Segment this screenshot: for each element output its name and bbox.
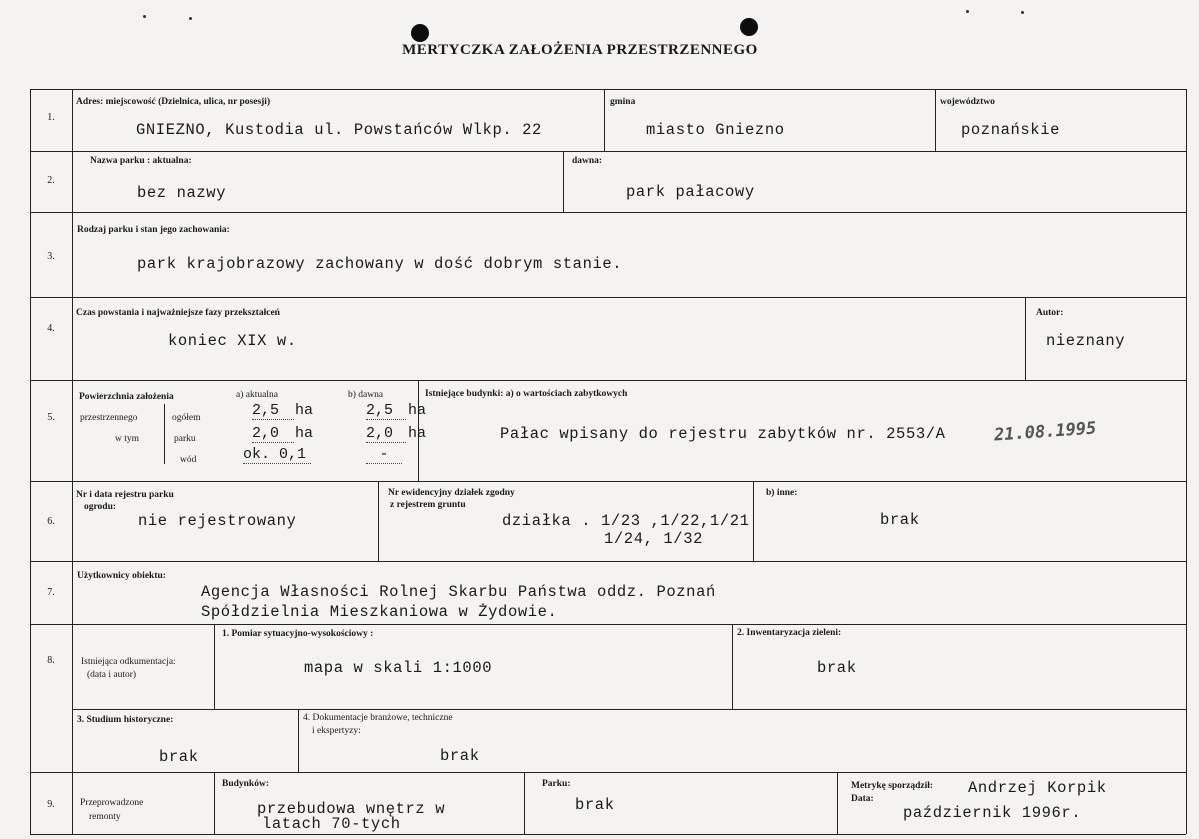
branch-docs-value: brak (440, 747, 480, 765)
row-number: 7. (47, 587, 55, 598)
row-number: 4. (47, 323, 55, 334)
users-value-2: Spółdzielnia Mieszkaniowa w Żydowie. (201, 603, 558, 621)
parcel-label: Nr ewidencyjny działek zgodny (388, 488, 515, 498)
author-label: Autor: (1036, 308, 1064, 318)
renovation-buildings-value: przebudowa wnętrz w (257, 800, 446, 818)
greenery-value: brak (817, 659, 857, 677)
documentation-label-2: (data i autor) (87, 670, 137, 680)
total-label: ogółem (172, 413, 201, 423)
row-number: 5. (47, 412, 55, 423)
of-which-label: w tym (115, 434, 140, 444)
register-value: nie rejestrowany (138, 512, 297, 530)
former-name-value: park pałacowy (626, 183, 755, 201)
water-current-value: ok. 0,1 (243, 446, 311, 464)
renovation-buildings-value-2: latach 70-tych (262, 815, 401, 833)
voivodeship-value: poznańskie (961, 121, 1061, 139)
users-value: Agencja Własności Rolnej Skarbu Państwa oddz. Poznań (201, 583, 716, 601)
renovation-buildings-label: Budynków: (222, 779, 269, 789)
park-current-value: 2,0 (252, 425, 294, 443)
gmina-value: miasto Gniezno (646, 121, 785, 139)
area-label: Powierzchnia założenia (79, 392, 174, 402)
buildings-value: Pałac wpisany do rejestru zabytków nr. 2553/A (500, 425, 946, 443)
current-name-value: bez nazwy (137, 184, 227, 202)
renovations-label: Przeprowadzone (80, 798, 144, 808)
park-former-value: 2,0 (366, 425, 406, 443)
spatial-label: przestrzennego (80, 413, 138, 423)
park-type-value: park krajobrazowy zachowany w dość dobrym stanie. (137, 255, 623, 273)
address-value: GNIEZNO, Kustodia ul. Powstańców Wlkp. 22 (136, 121, 542, 139)
col-current-label: a) aktualna (236, 390, 278, 400)
park-area-label: parku (174, 434, 196, 444)
greenery-label: 2. Inwentaryzacja zieleni: (737, 628, 842, 638)
register-label: Nr i data rejestru parku (76, 490, 174, 500)
water-area-label: wód (180, 455, 197, 465)
parcel-value: działka . 1/23 ,1/22,1/21 (502, 512, 750, 530)
paper-speck (1021, 11, 1024, 14)
history-study-value: brak (159, 748, 199, 766)
current-name-label: Nazwa parku : aktualna: (90, 156, 192, 166)
branch-docs-label: 4. Dokumentacje branżowe, techniczne (303, 713, 453, 723)
compiled-by-value: Andrzej Korpik (968, 779, 1107, 797)
renovation-park-label: Parku: (542, 779, 571, 789)
row-number: 8. (47, 655, 55, 666)
history-phases-label: Czas powstania i najważniejsze fazy przekształceń (76, 308, 280, 318)
compiled-date-label: Data: (851, 794, 874, 804)
survey-value: mapa w skali 1:1000 (304, 659, 493, 677)
register-label-2: ogrodu: (84, 502, 117, 512)
punch-hole-left (411, 24, 429, 42)
parcel-label-2: z rejestrem gruntu (390, 500, 466, 510)
users-label: Użytkownicy obiektu: (77, 571, 166, 581)
address-label: Adres: miejscowość (Dzielnica, ulica, nr posesji) (76, 97, 271, 107)
col-former-label: b) dawna (348, 390, 384, 400)
water-former-value: - (366, 446, 402, 464)
history-phases-value: koniec XIX w. (168, 332, 297, 350)
park-type-label: Rodzaj parku i stan jego zachowania: (77, 225, 230, 235)
gmina-label: gmina (610, 97, 636, 107)
total-current-value: 2,5 (252, 402, 294, 420)
unit-ha: ha (295, 402, 314, 419)
total-former-value: 2,5 (366, 402, 406, 420)
unit-ha: ha (295, 425, 314, 442)
punch-hole-right (740, 18, 758, 36)
renovation-park-value: brak (575, 796, 615, 814)
renovations-label-2: remonty (89, 812, 121, 822)
handwritten-date: 21.08.1995 (993, 418, 1097, 446)
parcel-value-2: 1/24, 1/32 (604, 530, 704, 548)
paper-speck (966, 10, 969, 13)
form-title: MERTYCZKA ZAŁOŻENIA PRZESTRZENNEGO (402, 42, 758, 58)
compiled-by-label: Metrykę sporządził: (851, 781, 934, 791)
row-number: 9. (47, 799, 55, 810)
branch-docs-label-2: i ekspertyzy: (312, 726, 361, 736)
history-study-label: 3. Studium historyczne: (77, 715, 174, 725)
other-label: b) inne: (766, 488, 798, 498)
paper-speck (143, 15, 146, 18)
buildings-label: Istniejące budynki: a) o wartościach zabytkowych (425, 389, 628, 399)
row-number: 2. (47, 175, 55, 186)
compiled-date-value: październik 1996r. (903, 804, 1082, 822)
author-value: nieznany (1046, 332, 1126, 350)
former-name-label: dawna: (572, 156, 603, 166)
other-value: brak (880, 511, 920, 529)
unit-ha: ha (408, 425, 427, 442)
survey-label: 1. Pomiar sytuacyjno-wysokościowy : (222, 629, 374, 639)
documentation-label: Istniejąca odkumentacja: (81, 657, 176, 667)
voivodeship-label: województwo (940, 97, 995, 107)
paper-speck (189, 17, 192, 20)
unit-ha: ha (408, 402, 427, 419)
row-number: 6. (47, 516, 55, 527)
row-number: 3. (47, 251, 55, 262)
row-number: 1. (47, 112, 55, 123)
